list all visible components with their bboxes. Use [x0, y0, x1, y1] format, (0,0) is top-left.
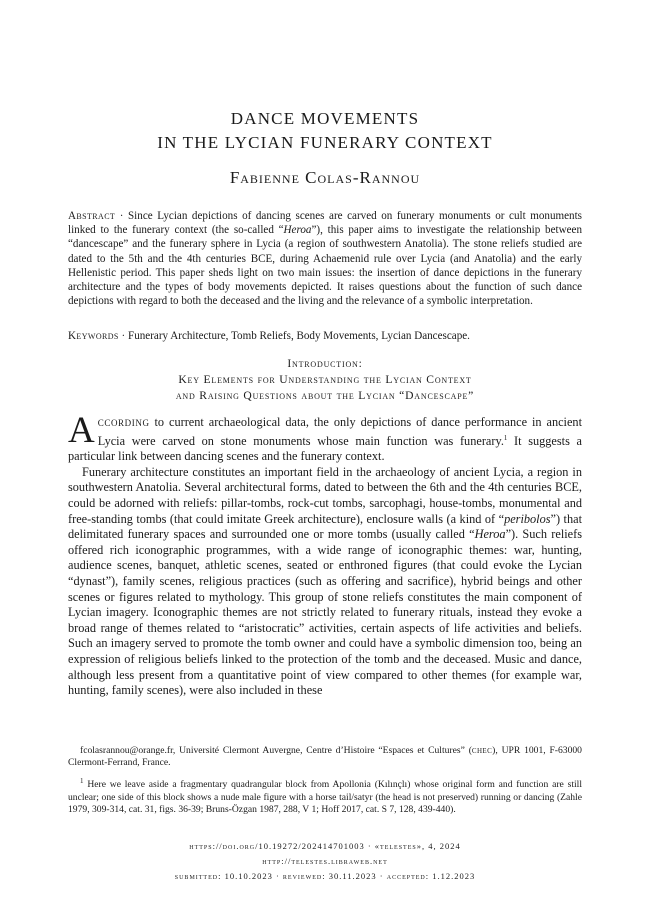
title-line-1: DANCE MOVEMENTS	[230, 109, 420, 128]
keywords-separator: ·	[118, 330, 129, 342]
paragraph-2-text-a: Funerary architecture constitutes an important field in the archaeology of ancient Lycia, a region in southwestern Anatolia. Several architectural forms, dated to between the 6th and the 4th centuries BCE, could be adorned with reliefs: pillar-tombs, rock-cut tombs, sarcophagi, house-tombs, monumental and free-standing tombs (that could imitate Greek architecture), enclosure walls (a kind of “	[68, 464, 582, 526]
paragraph-1-text: to current archaeological data, the only depictions of dance performance in ancient Lycia were carved on stone monuments whose main function was funerary.	[97, 415, 582, 448]
paragraph-1	[68, 410, 582, 465]
section-heading-line-2: Key Elements for Understanding the Lycian Context	[178, 373, 472, 386]
paragraph-2-text-b: ”) that delimitated funerary spaces and surrounded one or more tombs (usually called “	[68, 511, 582, 542]
abstract-label: Abstract	[68, 210, 116, 222]
paragraph-2-heroa: Heroa	[474, 527, 506, 542]
footnote-1-mark: 1	[80, 777, 84, 786]
abstract-text-b: ”), this paper aims to investigate the relationship between “dancescape” and the funerary sphere in Lycia (a region of southwestern Anatolia). The stone reliefs studied are dated to the 5th and the 4th centuries BCE, during Achaemenid rule over Lycia (and Anatolia) and the early Hellenistic period. This paper sheds light on two main issues: the insertion of dance depictions in the funerary architecture and the types of body movements depicted. It raises questions about the function of such dance depictions with regard to both the deceased and the living and the relevance of a symbolic interpretation.	[68, 224, 582, 308]
abstract-heroa: Heroa	[283, 224, 312, 237]
submission-dates: submitted: 10.10.2023 · reviewed: 30.11.2023 · accepted: 1.12.2023	[174, 871, 476, 881]
body-text	[68, 410, 582, 699]
abstract-separator: ·	[115, 210, 129, 222]
footnote-1	[68, 775, 582, 816]
title-line-2: IN THE LYCIAN FUNERARY CONTEXT	[157, 133, 493, 152]
paragraph-2	[68, 465, 582, 699]
footnote-ref-1[interactable]: 1	[503, 433, 508, 442]
section-heading-line-1: Introduction:	[287, 357, 363, 370]
abstract	[68, 209, 582, 308]
affiliation-chec: chec	[471, 745, 493, 756]
author-affiliation	[68, 745, 582, 769]
footnotes	[68, 745, 582, 822]
first-word: ccording	[97, 415, 150, 429]
section-heading	[0, 356, 650, 404]
paragraph-1-end: It suggests a particular link between dancing scenes and the funerary context.	[68, 433, 582, 464]
keywords	[68, 329, 582, 343]
keywords-label: Keywords	[68, 330, 119, 342]
affiliation-text-a: fcolasrannou@orange.fr, Université Clermont Auvergne, Centre d’Histoire “Espaces et Cultures” (	[80, 745, 472, 756]
keywords-text: Funerary Architecture, Tomb Reliefs, Body Movements, Lycian Dancescape.	[128, 330, 470, 342]
drop-cap: A	[68, 410, 95, 451]
paragraph-2-peribolos: peribolos	[504, 511, 551, 526]
affiliation-text-b: ), UPR 1001, F-63000 Clermont-Ferrand, France.	[68, 745, 582, 769]
paragraph-2-text-c: ”). Such reliefs offered rich iconographic programmes, with a wide range of iconographic themes: war, hunting, audience scenes, banquet, athletic scenes, seated or enthroned figures (that could evoke the Lycian “dynast”), family scenes, religious practices (such as offering and sacrifice), hybrid beings and other scenes or figures related to mythology. This group of stone reliefs constitutes the main component of Lycian imagery. Iconographic themes are not strictly related to funerary rituals, instead they evoke a broad range of themes related to “aristocratic” activities, certain aspects of life activities and beliefs. Such an imagery served to promote the tomb owner and could have a symbolic dimension too, being an expression of religious beliefs linked to the protection of the tomb and the deceased. Music and dance, although less present from a quantitative point of view compared to other themes (for example war, hunting, family scenes), were also included in these	[68, 527, 582, 698]
author-name: Fabienne Colas-Rannou	[229, 168, 421, 187]
abstract-text-a: Since Lycian depictions of dancing scenes are carved on funerary monuments or cult monuments linked to the funerary context (the so-called “	[68, 210, 582, 237]
journal-url[interactable]: http://telestes.libraweb.net	[262, 856, 388, 866]
footnote-1-text: Here we leave aside a fragmentary quadrangular block from Apollonia (Kılınçlı) whose original form and function are still unclear; one side of this block shows a nude male figure with a horse tail/satyr (the head is not preserved) running or dancing (Zahle 1979, 309-314, cat. 31, figs. 36-39; Bruns-Özgan 1987, 288, V 1; Hoff 2017, cat. S 7, 128, 439-440).	[68, 779, 582, 815]
section-heading-line-3: and Raising Questions about the Lycian “Dancescape”	[175, 389, 475, 402]
doi-line[interactable]: https://doi.org/10.19272/202414701003 · «telestes», 4, 2024	[189, 841, 461, 851]
